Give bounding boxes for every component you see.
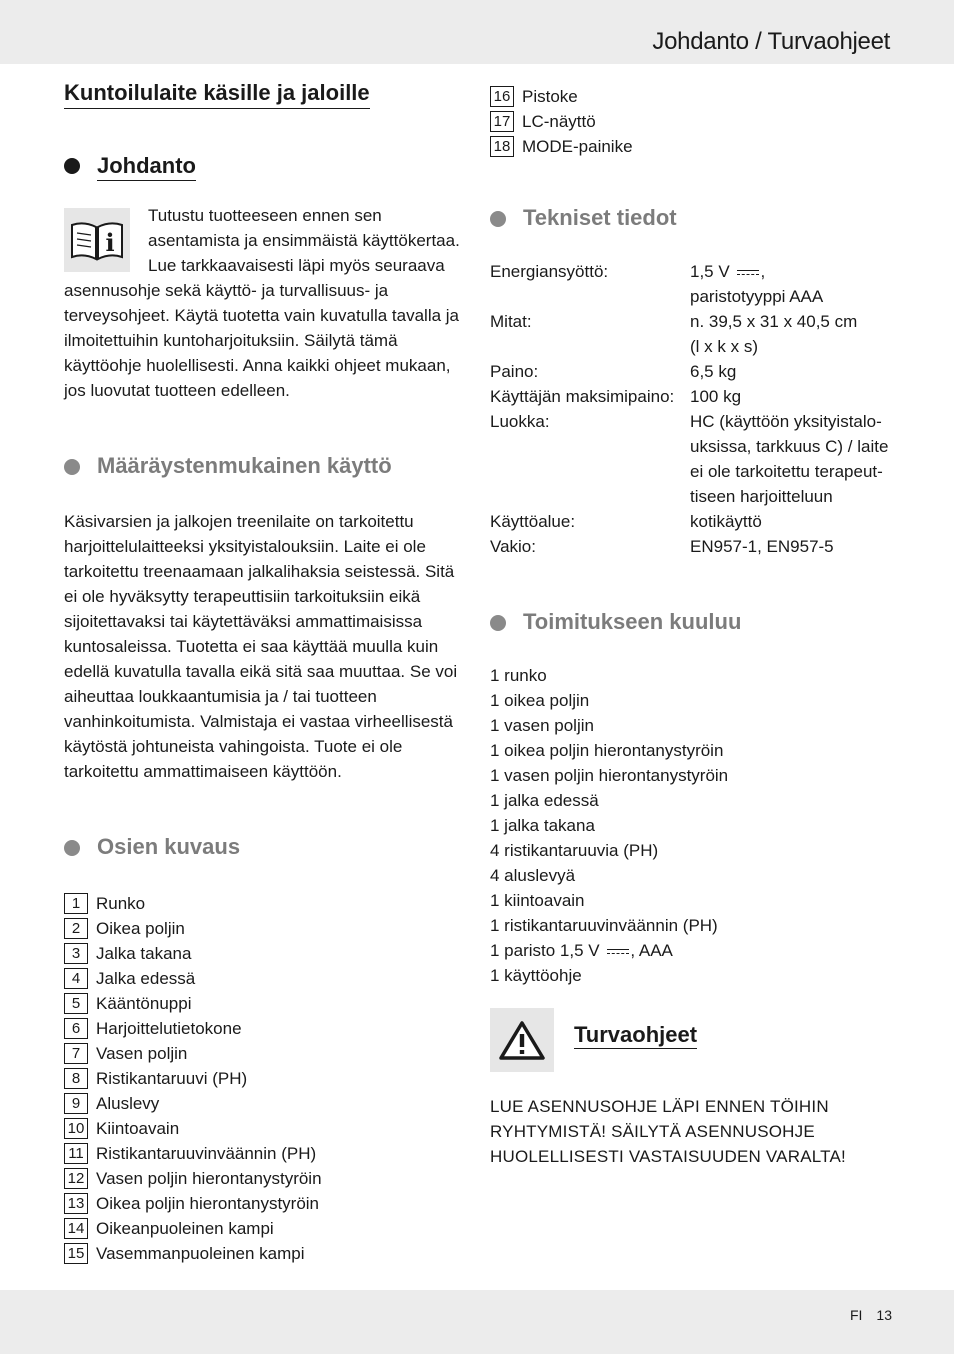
part-label: Vasen poljin hierontanystyröin (96, 1168, 322, 1188)
part-label: Kiintoavain (96, 1118, 180, 1138)
list-item: 1 oikea poljin (490, 691, 590, 710)
part-label: LC-näyttö (522, 111, 596, 131)
part-item (490, 84, 900, 109)
part-label: Oikeanpuoleinen kampi (96, 1218, 274, 1238)
page-number: FI 13 (849, 1307, 892, 1323)
part-label: Vasemmanpuoleinen kampi (96, 1243, 305, 1263)
bullet-dot-icon (64, 459, 80, 475)
part-number: 16 (490, 86, 514, 107)
part-item (64, 1141, 466, 1166)
part-label: MODE-painike (522, 136, 633, 156)
safety-warning-text: LUE ASENNUSOHJE LÄPI ENNEN TÖIHIN RYHTYMISTÄ! SÄILYTÄ ASENNUSOHJE HUOLELLISESTI VASTAISUUDEN VARALTA! (490, 1097, 846, 1166)
part-label: Vasen poljin (96, 1043, 188, 1063)
spec-class: Luokka: HC (käyttöön yksityistalo- uksissa, tarkkuus C) / laite ei ole tarkoitettu terapeut- tiseen harjoitteluun (490, 412, 889, 506)
part-number: 9 (64, 1093, 88, 1114)
part-item (64, 1041, 466, 1066)
part-label: Aluslevy (96, 1093, 160, 1113)
part-item (64, 1216, 466, 1241)
part-label: Oikea poljin hierontanystyröin (96, 1193, 320, 1213)
part-item (64, 941, 466, 966)
part-label: Jalka takana (96, 943, 192, 963)
list-item: 1 jalka edessä (490, 791, 599, 810)
bullet-dot-icon (64, 840, 80, 856)
safety-heading: Turvaohjeet (574, 1022, 698, 1047)
intro-heading: Johdanto (64, 153, 466, 181)
tech-heading: Tekniset tiedot (490, 205, 900, 235)
parts-list-continued (490, 84, 900, 159)
part-item (64, 1116, 466, 1141)
part-number: 12 (64, 1168, 88, 1189)
part-label: Ristikantaruuvinväännin (PH) (96, 1143, 317, 1163)
part-item (64, 891, 466, 916)
spec-weight: Paino: 6,5 kg (490, 362, 737, 381)
right-column (490, 84, 900, 1169)
part-item (64, 1191, 466, 1216)
dc-current-icon (735, 269, 759, 277)
part-label: Runko (96, 893, 146, 913)
safety-heading-row (490, 1008, 900, 1072)
part-number: 11 (64, 1143, 88, 1164)
list-item: 1 käyttöohje (490, 966, 582, 985)
part-number: 8 (64, 1068, 88, 1089)
part-item (64, 1166, 466, 1191)
left-column (64, 80, 466, 1266)
list-item: 1 ristikantaruuvinväännin (PH) (490, 916, 718, 935)
list-item: 1 paristo 1,5 V , AAA (490, 941, 673, 960)
intro-section (64, 203, 466, 403)
bullet-dot-icon (490, 615, 506, 631)
page-header (0, 0, 954, 64)
tech-specs (490, 259, 900, 559)
list-item: 4 aluslevyä (490, 866, 576, 885)
part-item (64, 916, 466, 941)
part-item (64, 991, 466, 1016)
svg-text:i: i (105, 228, 115, 257)
part-item (490, 109, 900, 134)
part-number: 17 (490, 111, 514, 132)
intended-use-paragraph: Käsivarsien ja jalkojen treenilaite on tarkoitettu harjoittelulaitteeksi yksityistalouksiin. Laite ei ole tarkoitettu treenaamaan jalkalihaksia seistessä. Sitä ei ole hyväksytty terapeuttisiin tarkoituksiin eikä sijoitettavaksi tai käytettäväksi ammattimaisissa kuntosaleissa. Tuotetta ei saa käyttää muulla kuin edellä kuvatulla tavalla eikä sitä saa muuttaa. Se voi aiheuttaa loukkaantumisia ja / tai tuotteen vanhinkoitumista. Valmistaja ei vastaa virheellisestä käytöstä johtuneista vahingoista. Tuote ei ole tarkoitettu ammattimaiseen käyttöön. (64, 512, 458, 781)
bullet-dot-icon (490, 211, 506, 227)
spec-dimensions: Mitat: n. 39,5 x 31 x 40,5 cm (l x k x s) (490, 312, 858, 356)
list-item: 1 vasen poljin hierontanystyröin (490, 766, 729, 785)
list-item: 1 vasen poljin (490, 716, 594, 735)
part-item (64, 1241, 466, 1266)
part-label: Ristikantaruuvi (PH) (96, 1068, 248, 1088)
list-item: 1 jalka takana (490, 816, 595, 835)
info-book-icon (64, 208, 130, 272)
spec-power: Energiansyöttö: 1,5 V , paristotyyppi AAA (490, 262, 824, 306)
part-number: 13 (64, 1193, 88, 1214)
part-number: 2 (64, 918, 88, 939)
dc-current-icon (605, 948, 629, 956)
list-item: 1 kiintoavain (490, 891, 585, 910)
main-title: Kuntoilulaite käsille ja jaloille (64, 80, 370, 109)
part-item (64, 1016, 466, 1041)
header-title: Johdanto / Turvaohjeet (652, 28, 890, 55)
part-number: 1 (64, 893, 88, 914)
part-label: Harjoittelutietokone (96, 1018, 242, 1038)
spec-standard: Vakio: EN957-1, EN957-5 (490, 537, 834, 556)
part-number: 18 (490, 136, 514, 157)
part-item (64, 1066, 466, 1091)
warning-triangle-icon (490, 1008, 554, 1072)
intro-paragraph: Tutustu tuotteeseen ennen sen asentamista ja ensimmäistä käyttökertaa. Lue tarkkaavaisesti läpi myös seuraava asennusohje sekä käyttö- ja turvallisuus- ja terveysohjeet. Käytä tuotetta vain kuvatulla tavalla ja ilmoitettuihin kuntoharjoituksiin. Säilytä tämä käyttöohje huolellisesti. Anna kaikki ohjeet mukaan, jos luovutat tuotteen edelleen. (64, 206, 460, 400)
part-number: 6 (64, 1018, 88, 1039)
list-item: 4 ristikantaruuvia (PH) (490, 841, 659, 860)
bullet-dot-icon (64, 158, 80, 174)
list-item: 1 runko (490, 666, 547, 685)
part-label: Oikea poljin (96, 918, 185, 938)
parts-list (64, 891, 466, 1266)
part-number: 7 (64, 1043, 88, 1064)
part-label: Pistoke (522, 86, 578, 106)
part-label: Jalka edessä (96, 968, 196, 988)
part-item (64, 1091, 466, 1116)
part-item (64, 966, 466, 991)
spec-area: Käyttöalue: kotikäyttö (490, 512, 762, 531)
part-number: 10 (64, 1118, 88, 1139)
list-item: 1 oikea poljin hierontanystyröin (490, 741, 724, 760)
delivery-heading: Toimitukseen kuuluu (490, 609, 900, 639)
part-item (490, 134, 900, 159)
part-number: 3 (64, 943, 88, 964)
parts-heading: Osien kuvaus (64, 834, 466, 864)
delivery-list (490, 663, 900, 988)
intended-use-heading: Määräystenmukainen käyttö (64, 453, 466, 483)
page-footer (0, 1290, 954, 1354)
part-number: 4 (64, 968, 88, 989)
spec-max-weight: Käyttäjän maksimipaino: 100 kg (490, 387, 742, 406)
part-number: 15 (64, 1243, 88, 1264)
part-number: 5 (64, 993, 88, 1014)
part-label: Kääntönuppi (96, 993, 192, 1013)
part-number: 14 (64, 1218, 88, 1239)
